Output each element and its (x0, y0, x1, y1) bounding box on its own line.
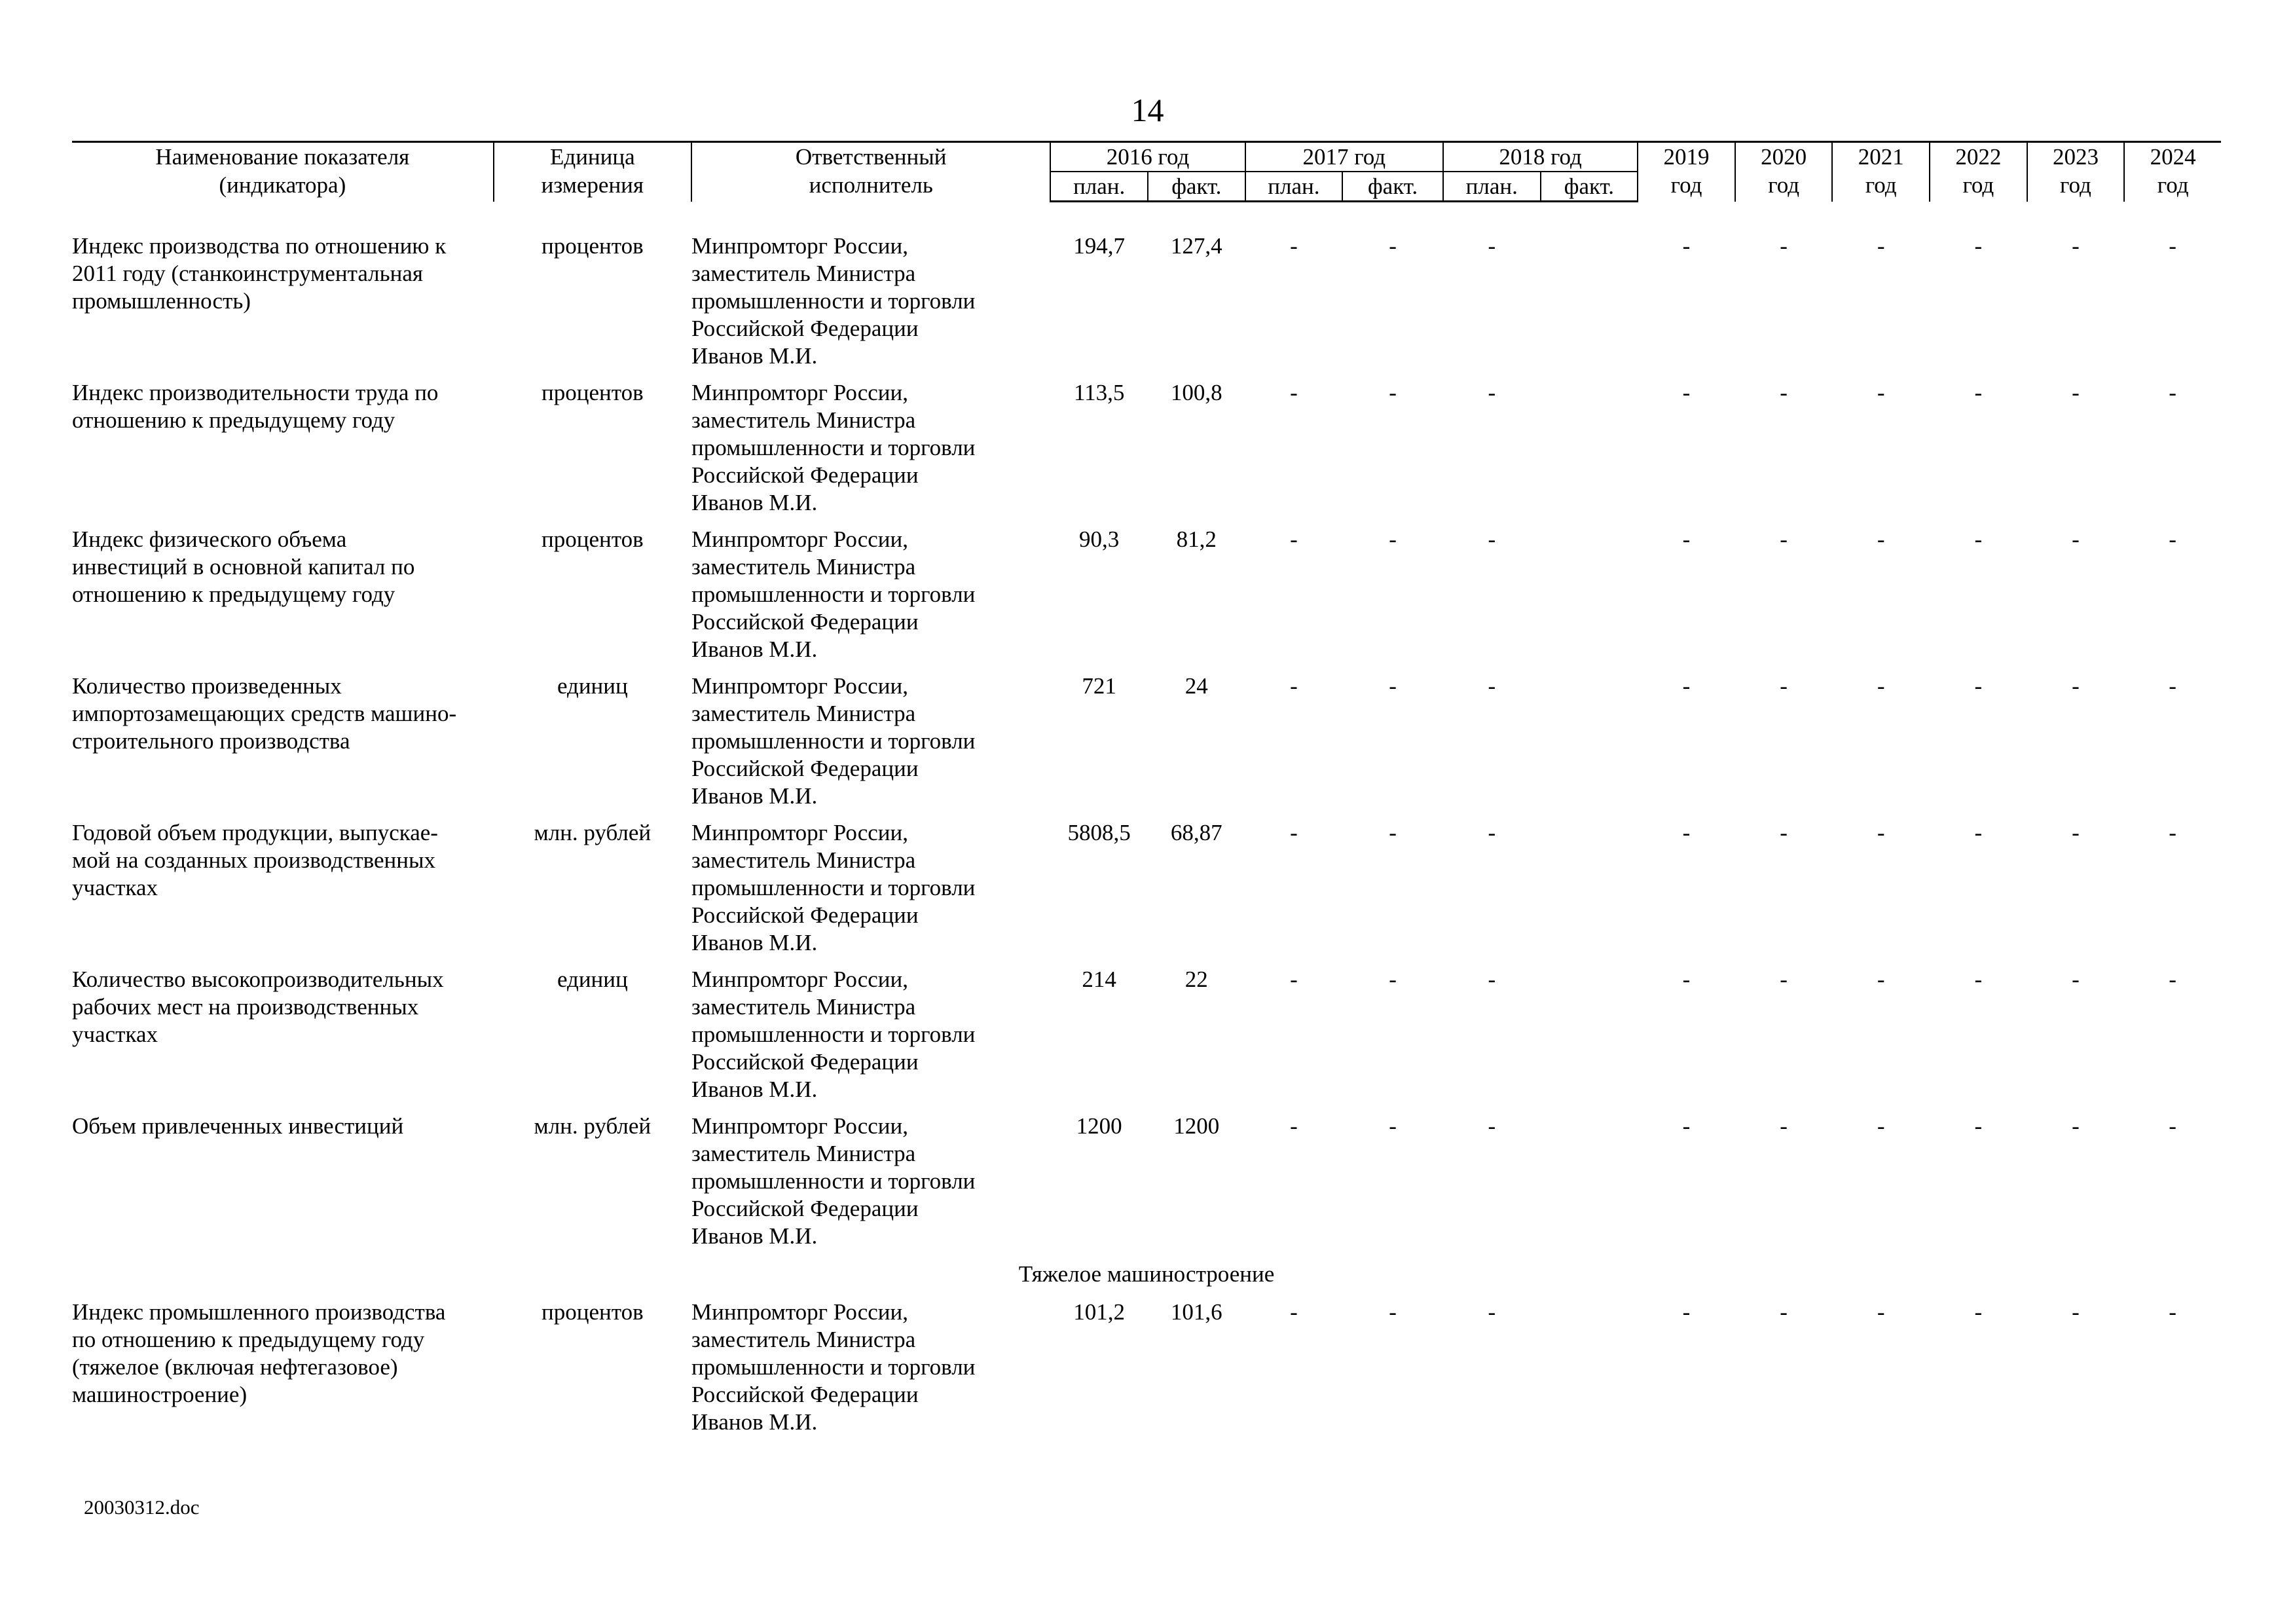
value-cell: - (1389, 820, 1397, 845)
value-cell: - (2169, 526, 2176, 552)
table-row (72, 526, 2221, 673)
value-cell: - (2169, 1299, 2176, 1325)
value-cell: - (1290, 526, 1298, 552)
responsible-cell: Минпромторг России, заместитель Министра промышленности и торговли Российской Федерации Иванов М.И. (691, 820, 976, 955)
value-cell: - (2072, 380, 2080, 405)
value-cell: - (1290, 233, 1298, 259)
value-cell: - (1488, 233, 1496, 259)
fact-2016-cell: 22 (1184, 967, 1208, 992)
header-2018-plan: план. (1443, 172, 1541, 202)
fact-2016-cell: 1200 (1173, 1113, 1220, 1139)
header-2018-fact: факт. (1541, 172, 1638, 202)
value-cell: - (1488, 380, 1496, 405)
value-cell: - (1389, 1299, 1397, 1325)
header-unit-text: Единица измерения (541, 144, 644, 198)
indicators-table (72, 141, 2221, 1445)
unit-cell: процентов (542, 380, 644, 405)
header-year-2023 (2027, 142, 2125, 202)
header-responsible-text: Ответственный исполнитель (795, 144, 947, 198)
section-title: Тяжелое машиностроение (1018, 1261, 1275, 1287)
indicator-name: Индекс физического объема инвестиций в основной капитал по отношению к предыдущему году (72, 526, 415, 607)
value-cell: - (1877, 233, 1885, 259)
value-cell (1541, 1113, 1638, 1259)
header-year-2020 (1735, 142, 1833, 202)
fact-2016-cell: 81,2 (1176, 526, 1217, 552)
table-body (72, 202, 2221, 1446)
responsible-cell: Минпромторг России, заместитель Министра промышленности и торговли Российской Федерации Иванов М.И. (691, 526, 976, 662)
responsible-cell: Минпромторг России, заместитель Министра промышленности и торговли Российской Федерации Иванов М.И. (691, 1299, 976, 1435)
fact-2016-cell: 24 (1184, 673, 1208, 699)
unit-cell: млн. рублей (534, 820, 652, 845)
fact-2016-cell: 68,87 (1170, 820, 1222, 845)
unit-cell: процентов (542, 526, 644, 552)
header-year-2017: 2017 год (1245, 142, 1443, 172)
indicator-name: Количество высокопроизводительных рабочих мест на производственных участках (72, 967, 444, 1047)
fact-2016-cell: 127,4 (1170, 233, 1222, 259)
unit-cell: единиц (557, 673, 628, 699)
indicator-name: Годовой объем продукции, выпускае- мой на созданных производственных участках (72, 820, 438, 900)
value-cell: - (1290, 673, 1298, 699)
value-cell: - (2072, 820, 2080, 845)
value-cell: - (1780, 1113, 1788, 1139)
section-row (72, 1259, 2221, 1299)
header-name (72, 142, 494, 202)
plan-2016-cell: 214 (1082, 967, 1116, 992)
value-cell: - (1974, 1299, 1983, 1325)
table-row (72, 1299, 2221, 1445)
header-year-2024 (2124, 142, 2221, 202)
value-cell: - (1974, 380, 1983, 405)
value-cell: - (1780, 526, 1788, 552)
value-cell: - (1974, 233, 1983, 259)
header-2017-fact: факт. (1342, 172, 1443, 202)
value-cell: - (1780, 967, 1788, 992)
value-cell: - (2169, 233, 2176, 259)
value-cell: - (2169, 380, 2176, 405)
value-cell (1541, 673, 1638, 819)
plan-2016-cell: 194,7 (1073, 233, 1126, 259)
value-cell: - (1682, 380, 1691, 405)
unit-cell: процентов (542, 1299, 644, 1325)
value-cell: - (1682, 1113, 1691, 1139)
value-cell (1541, 379, 1638, 526)
value-cell: - (1488, 526, 1496, 552)
plan-2016-cell: 90,3 (1079, 526, 1120, 552)
header-2016-fact: факт. (1148, 172, 1245, 202)
value-cell: - (1780, 233, 1788, 259)
value-cell: - (1488, 1299, 1496, 1325)
header-year-2024-text: 2024 год (2150, 144, 2196, 198)
value-cell: - (1682, 1299, 1691, 1325)
value-cell: - (1290, 820, 1298, 845)
indicator-name: Индекс производительности труда по отношению к предыдущему году (72, 380, 439, 433)
value-cell: - (1488, 820, 1496, 845)
value-cell: - (1488, 1113, 1496, 1139)
value-cell: - (1290, 1299, 1298, 1325)
spacer-cell (72, 202, 2221, 233)
header-year-2016: 2016 год (1050, 142, 1245, 172)
value-cell: - (1290, 1113, 1298, 1139)
indicator-name: Индекс производства по отношению к 2011 году (станкоинструментальная промышленность) (72, 233, 447, 314)
header-year-2023-text: 2023 год (2052, 144, 2099, 198)
header-year-2019 (1638, 142, 1735, 202)
value-cell: - (2169, 1113, 2176, 1139)
header-year-2021 (1832, 142, 1930, 202)
value-cell: - (1974, 967, 1983, 992)
responsible-cell: Минпромторг России, заместитель Министра промышленности и торговли Российской Федерации Иванов М.И. (691, 673, 976, 809)
value-cell: - (2072, 526, 2080, 552)
value-cell: - (1488, 673, 1496, 699)
value-cell (1541, 819, 1638, 966)
value-cell: - (2169, 967, 2176, 992)
value-cell: - (2169, 820, 2176, 845)
value-cell: - (1682, 967, 1691, 992)
value-cell: - (1290, 967, 1298, 992)
responsible-cell: Минпромторг России, заместитель Министра промышленности и торговли Российской Федерации Иванов М.И. (691, 967, 976, 1102)
value-cell: - (1877, 673, 1885, 699)
value-cell (1541, 966, 1638, 1113)
header-year-2019-text: 2019 год (1663, 144, 1710, 198)
indicator-name: Объем привлеченных инвестиций (72, 1113, 404, 1139)
value-cell: - (2072, 233, 2080, 259)
value-cell: - (1682, 820, 1691, 845)
value-cell: - (1877, 380, 1885, 405)
header-name-text: Наименование показателя (индикатора) (155, 144, 410, 198)
table-header (72, 142, 2221, 202)
value-cell: - (1877, 526, 1885, 552)
value-cell: - (2072, 1299, 2080, 1325)
value-cell: - (1389, 526, 1397, 552)
responsible-cell: Минпромторг России, заместитель Министра промышленности и торговли Российской Федерации Иванов М.И. (691, 233, 976, 369)
plan-2016-cell: 5808,5 (1067, 820, 1131, 845)
value-cell: - (1780, 1299, 1788, 1325)
table-row (72, 379, 2221, 526)
value-cell: - (1682, 673, 1691, 699)
value-cell: - (2072, 967, 2080, 992)
plan-2016-cell: 101,2 (1073, 1299, 1126, 1325)
fact-2016-cell: 100,8 (1170, 380, 1222, 405)
value-cell: - (1780, 673, 1788, 699)
value-cell: - (1780, 820, 1788, 845)
header-year-2018: 2018 год (1443, 142, 1638, 172)
value-cell: - (1389, 967, 1397, 992)
value-cell: - (1389, 673, 1397, 699)
header-2017-plan: план. (1245, 172, 1343, 202)
table-row (72, 819, 2221, 966)
table-row (72, 232, 2221, 379)
header-unit (494, 142, 691, 202)
value-cell: - (1974, 673, 1983, 699)
plan-2016-cell: 113,5 (1073, 380, 1125, 405)
header-year-2021-text: 2021 год (1858, 144, 1904, 198)
value-cell: - (2072, 673, 2080, 699)
value-cell: - (2072, 1113, 2080, 1139)
fact-2016-cell: 101,6 (1170, 1299, 1222, 1325)
header-2016-plan: план. (1050, 172, 1148, 202)
table-row (72, 1113, 2221, 1259)
value-cell: - (1877, 1299, 1885, 1325)
table-row (72, 673, 2221, 819)
responsible-cell: Минпромторг России, заместитель Министра промышленности и торговли Российской Федерации Иванов М.И. (691, 380, 976, 515)
indicator-name: Индекс промышленного производства по отношению к предыдущему году (тяжелое (включая нефтегазовое) машиностроение) (72, 1299, 446, 1407)
value-cell: - (2169, 673, 2176, 699)
value-cell: - (1974, 1113, 1983, 1139)
value-cell (1541, 232, 1638, 379)
value-cell: - (1780, 380, 1788, 405)
header-year-2022 (1930, 142, 2027, 202)
value-cell (1541, 526, 1638, 673)
value-cell: - (1877, 967, 1885, 992)
header-year-2022-text: 2022 год (1955, 144, 2002, 198)
unit-cell: процентов (542, 233, 644, 259)
indicator-name: Количество произведенных импортозамещающих средств машино- строительного производства (72, 673, 457, 754)
value-cell: - (1682, 233, 1691, 259)
value-cell: - (1488, 967, 1496, 992)
value-cell: - (1974, 820, 1983, 845)
value-cell: - (1877, 820, 1885, 845)
value-cell: - (1290, 380, 1298, 405)
plan-2016-cell: 1200 (1076, 1113, 1122, 1139)
footer-filename: 20030312.doc (84, 1496, 200, 1519)
value-cell: - (1389, 1113, 1397, 1139)
header-spacer (72, 202, 2221, 233)
plan-2016-cell: 721 (1082, 673, 1116, 699)
value-cell: - (1389, 233, 1397, 259)
page-number: 14 (1131, 92, 1164, 128)
table-row (72, 966, 2221, 1113)
value-cell (1541, 1299, 1638, 1445)
value-cell: - (1974, 526, 1983, 552)
value-cell: - (1682, 526, 1691, 552)
header-responsible (691, 142, 1050, 202)
header-year-2020-text: 2020 год (1761, 144, 1807, 198)
unit-cell: единиц (557, 967, 628, 992)
value-cell: - (1389, 380, 1397, 405)
responsible-cell: Минпромторг России, заместитель Министра промышленности и торговли Российской Федерации Иванов М.И. (691, 1113, 976, 1249)
value-cell: - (1877, 1113, 1885, 1139)
unit-cell: млн. рублей (534, 1113, 652, 1139)
